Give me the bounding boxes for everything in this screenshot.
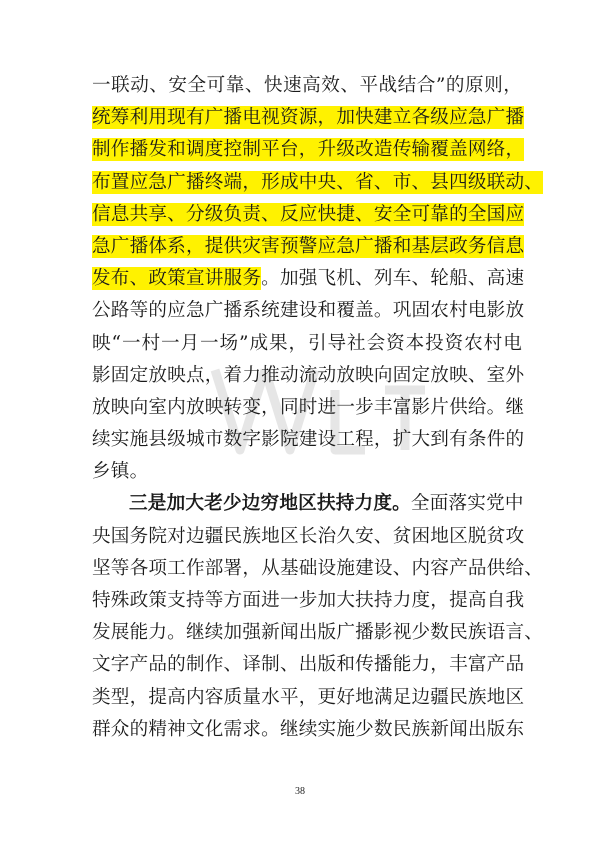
text-line [92, 456, 522, 488]
text-segment: 影固定放映点，着力推动流动放映向固定放映、室外 [92, 364, 525, 386]
highlighted-text: 发布、政策宣讲服务 [92, 268, 262, 290]
text-segment: 文字产品的制作、译制、出版和传播能力，丰富产品 [92, 654, 525, 676]
text-segment: 特殊政策支持等方面进一步加大扶持力度，提高自我 [92, 590, 525, 611]
highlighted-text: 急广播体系，提供灾害预警应急广播和基层政务信息 [92, 235, 525, 257]
text-line [92, 682, 525, 714]
text-line [92, 617, 544, 649]
text-line [92, 714, 525, 746]
text-line [92, 199, 525, 231]
text-segment: 放映向室内放映转变，同时进一步丰富影片供给。继 [92, 396, 525, 418]
text-line [92, 263, 525, 295]
highlighted-text: 信息共享、分级负责、反应快捷、安全可靠的全国应 [92, 203, 525, 225]
text-line [92, 231, 525, 263]
text-line [92, 521, 525, 553]
text-line [92, 392, 525, 424]
highlighted-text: 制作播发和调度控制平台，升级改造传输覆盖网络， [92, 139, 525, 161]
text-segment: 映“一村一月一场”成果，引导社会资本投资农村电 [92, 332, 522, 354]
bold-heading-text: 三是加大老少边穷地区扶持力度。 [129, 493, 411, 515]
text-segment: 群众的精神文化需求。继续实施少数民族新闻出版东 [92, 718, 525, 740]
body-text [92, 70, 544, 746]
highlighted-text: 布置应急广播终端，形成中央、省、市、县四级联动、 [92, 171, 544, 193]
text-line [92, 553, 544, 585]
page-number: 38 [295, 786, 305, 797]
text-line [92, 134, 525, 166]
text-segment: 。加强飞机、列车、轮船、高速 [261, 268, 525, 290]
text-line [92, 424, 525, 456]
text-segment: 央国务院对边疆民族地区长治久安、贫困地区脱贫攻 [92, 525, 525, 547]
text-line [92, 360, 525, 392]
text-line [92, 295, 525, 327]
text-segment: 坚等各项工作部署，从基础设施建设、内容产品供给、 [92, 557, 544, 579]
text-line [92, 328, 522, 360]
text-segment: 续实施县级城市数字影院建设工程，扩大到有条件的 [92, 429, 525, 451]
text-segment: 发展能力。继续加强新闻出版广播影视少数民族语言、 [92, 622, 544, 644]
text-line [92, 102, 525, 134]
text-line [92, 167, 544, 199]
text-segment: 类型，提高内容质量水平，更好地满足边疆民族地区 [92, 686, 525, 708]
text-segment: 乡镇。 [92, 461, 149, 483]
text-line [92, 70, 522, 102]
text-line [92, 585, 525, 617]
text-segment: 全面落实党中 [410, 493, 524, 515]
text-line [92, 488, 522, 520]
highlighted-text: 统筹利用现有广播电视资源，加快建立各级应急广播 [92, 107, 525, 129]
text-segment: 一联动、安全可靠、快速高效、平战结合”的原则， [92, 75, 522, 96]
text-line [92, 649, 525, 681]
text-segment: 公路等的应急广播系统建设和覆盖。巩固农村电影放 [92, 300, 525, 322]
